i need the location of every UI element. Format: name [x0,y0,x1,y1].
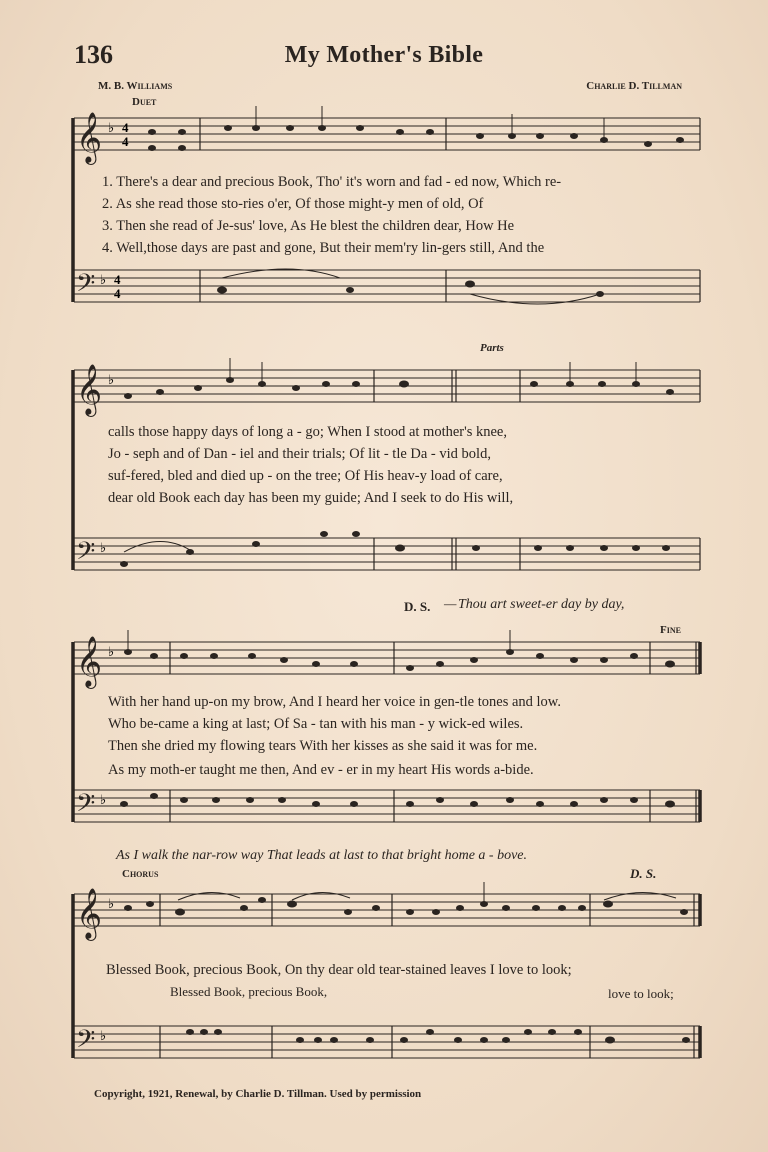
verse-line: 1. There's a dear and precious Book, Tho' it's worn and fad - ed now, Which re- [102,174,562,190]
verse-line: Jo - seph and of Dan - iel and their trials; Of lit - tle Da - vid bold, [108,446,491,462]
duet-marking: Duet [132,96,157,108]
svg-text:♭: ♭ [108,372,115,387]
svg-text:𝄞: 𝄞 [76,364,103,415]
verse-line: Who be-came a king at last; Of Sa - tan with his man - y wick-ed wiles. [108,716,524,732]
verse-line: 2. As she read those sto-ries o'er, Of those might-y men of old, Of [102,196,484,212]
verse-line: calls those happy days of long a - go; When I stood at mother's knee, [108,424,507,440]
svg-text:𝄢: 𝄢 [76,1025,96,1060]
verse-line: As my moth-er taught me then, And ev - er in my heart His words a-bide. [108,762,534,778]
svg-text:♭: ♭ [100,792,107,807]
svg-text:♭: ♭ [108,120,115,135]
verse-line: Then she dried my flowing tears With her kisses as she said it was for me. [108,738,538,754]
svg-text:𝄢: 𝄢 [76,789,96,824]
verse-line: With her hand up-on my brow, And I heard her voice in gen-tle tones and low. [108,694,561,710]
ds-marking-end: D. S. [630,866,657,881]
chorus-sub-left: Blessed Book, precious Book, [170,984,328,999]
verse-line: 4. Well,those days are past and gone, But their mem'ry lin-gers still, And the [102,240,545,256]
composer: Charlie D. Tillman [586,80,682,92]
staff-system-4 [0,880,768,1090]
svg-text:♭: ♭ [100,540,107,555]
verse-line: 3. Then she read of Je-sus' love, As He blest the children dear, How He [102,218,515,234]
verse-line: dear old Book each day has been my guide; And I seek to do His will, [108,490,514,506]
chorus-line: Blessed Book, precious Book, On thy dear old tear-stained leaves I love to look; [106,962,572,978]
svg-text:♭: ♭ [100,1028,107,1043]
verse-line: suf-fered, bled and died up - on the tree; Of His heav-y load of care, [108,468,503,484]
svg-text:𝄢: 𝄢 [76,537,96,572]
svg-text:𝄞: 𝄞 [76,888,103,939]
svg-text:♭: ♭ [108,896,115,911]
copyright-notice: Copyright, 1921, Renewal, by Charlie D. Tillman. Used by permission [94,1088,422,1100]
bass-lyric: As I walk the nar-row way That leads at last to that bright home a - bove. [116,848,528,863]
hymn-title: My Mother's Bible [284,42,484,68]
svg-text:4: 4 [114,272,121,287]
parts-marking: Parts [480,342,504,354]
svg-text:4: 4 [122,120,129,135]
svg-text:♭: ♭ [108,644,115,659]
lyricist: M. B. Williams [98,80,173,92]
chorus-sub-right: love to look; [608,986,674,1001]
hymn-number: 136 [74,40,113,69]
treble-notes-1 [148,106,684,151]
svg-text:4: 4 [114,286,121,301]
svg-text:4: 4 [122,134,129,149]
svg-text:𝄞: 𝄞 [76,112,103,163]
ds-lyric: Thou art sweet-er day by day, [458,597,625,612]
fine-marking: Fine [660,624,681,636]
chorus-marking: Chorus [122,868,159,880]
svg-text:𝄢: 𝄢 [76,269,96,304]
ds-marking: D. S. [404,599,431,614]
svg-text:♭: ♭ [100,272,107,287]
svg-text:𝄞: 𝄞 [76,636,103,687]
